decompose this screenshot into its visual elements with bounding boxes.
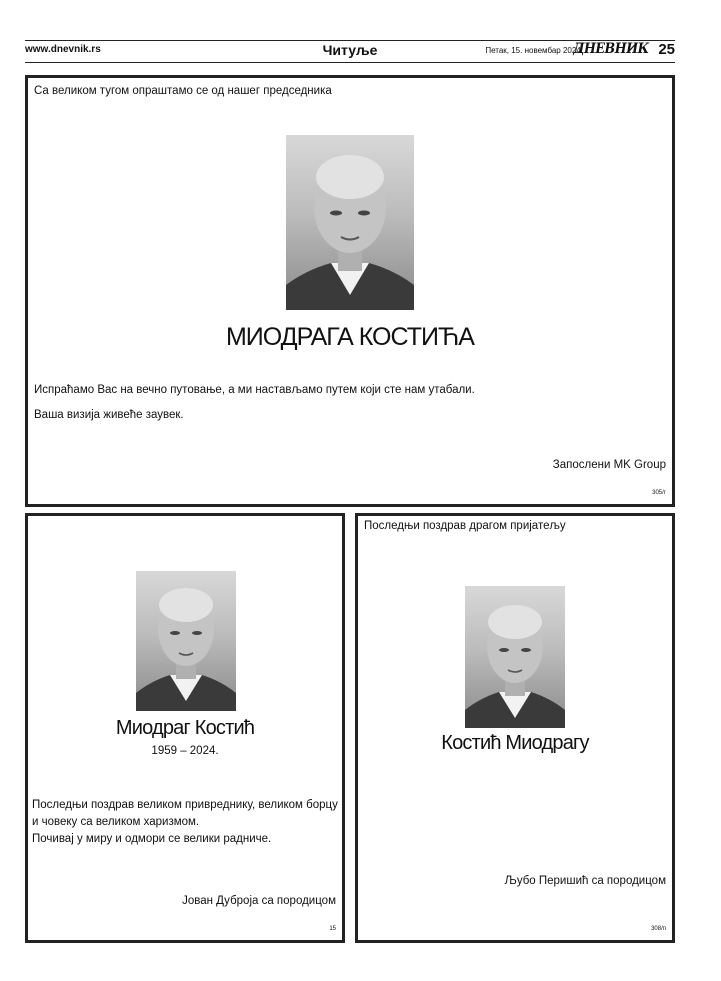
obituary-notice-large [25, 75, 675, 507]
ad-code: 308/п [651, 926, 666, 932]
site-url[interactable]: www.dnevnik.rs [25, 44, 101, 55]
notice-signature: Јован Дуброја са породицом [182, 895, 336, 907]
deceased-name: Костић Миодрагу [441, 732, 589, 754]
portrait-figure [286, 135, 414, 310]
notice-intro: Са великом тугом опраштамо се од нашег председника [34, 85, 332, 97]
portrait-figure [465, 586, 565, 728]
life-years: 1959 – 2024. [151, 745, 219, 757]
newspaper-logo: ДНЕВНИК [573, 41, 649, 57]
deceased-name: МИОДРАГА КОСТИЋА [225, 323, 474, 351]
notice-signature: Запослени MK Group [552, 459, 666, 471]
notice-intro: Последњи поздрав драгом пријатељу [364, 520, 566, 532]
page-header [25, 40, 675, 62]
portrait-photo [286, 135, 414, 310]
notice-text-line: Испраћамо Вас на вечно путовање, а ми настављамо путем који сте нам утабали. [34, 384, 475, 396]
portrait-figure [136, 571, 236, 711]
ad-code: 305/г [652, 490, 666, 496]
portrait-photo [465, 586, 565, 728]
notice-signature: Љубо Перишић са породицом [504, 875, 666, 887]
section-title: Читуље [322, 42, 378, 58]
notice-text-line: Почивај у миру и одмори се велики радниче. [32, 833, 272, 845]
header-bottom-rule [25, 62, 675, 63]
deceased-name: Миодраг Костић [115, 717, 255, 739]
portrait-photo [136, 571, 236, 711]
obituary-notice-left [25, 513, 345, 943]
page-number: 25 [658, 41, 675, 58]
notice-text-line: Ваша визија живеће заувек. [34, 409, 184, 421]
issue-date: Петак, 15. новембар 2024. [485, 46, 583, 55]
notice-text-line: и човеку са великом харизмом. [32, 816, 200, 828]
obituary-notice-right [355, 513, 675, 943]
ad-code: 15 [329, 926, 336, 932]
notice-text-line: Последњи поздрав великом привреднику, великом борцу [32, 799, 338, 811]
